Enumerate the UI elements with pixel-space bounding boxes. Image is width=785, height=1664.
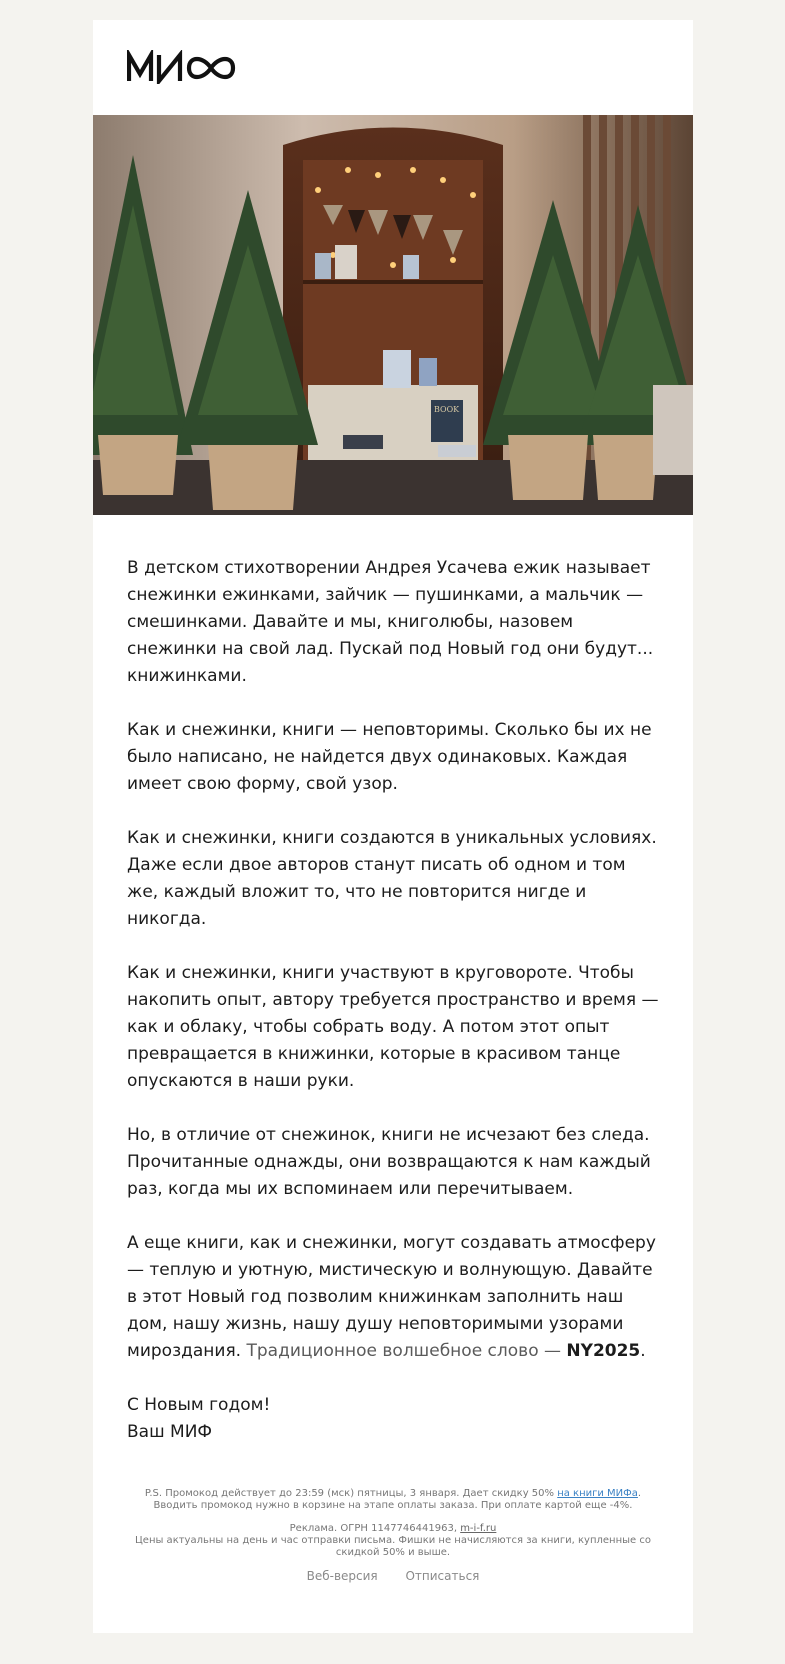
legal-note bbox=[123, 1523, 663, 1559]
email-card bbox=[93, 20, 693, 1633]
ad-text: Реклама. ОГРН 1147746441963, bbox=[289, 1523, 461, 1534]
email-header bbox=[93, 20, 693, 115]
footer-links bbox=[123, 1570, 663, 1582]
paragraph-conditions: Как и снежинки, книги создаются в уникальных условиях. Даже если двое авторов станут писать об одном и том же, каждый вложит то, что не повторится нигде и никогда. bbox=[127, 828, 657, 929]
site-link[interactable]: m-i-f.ru bbox=[460, 1523, 497, 1534]
christmas-trees-bookshelf-image bbox=[93, 115, 693, 515]
closing bbox=[127, 1392, 662, 1446]
ps-note bbox=[123, 1488, 663, 1512]
promo-code: NY2025 bbox=[566, 1341, 641, 1361]
paragraph-atmosphere-text: А еще книги, как и снежинки, могут создавать атмосферу — теплую и уютную, мистическую и волнующую. Давайте в этот Новый год позволим книжинкам заполнить наш дом, нашу жизнь, нашу душу неповторимыми узорами мироздания. bbox=[127, 1233, 656, 1361]
mif-logo-icon bbox=[127, 50, 239, 84]
prices-note: Цены актуальны на день и час отправки письма. Фишки не начисляются за книги, купленные со скидкой 50% и выше. bbox=[135, 1535, 651, 1558]
web-version-link[interactable]: Веб-версия bbox=[306, 1569, 378, 1583]
unsubscribe-link[interactable]: Отписаться bbox=[405, 1569, 480, 1583]
hero-image bbox=[93, 115, 693, 515]
paragraph-difference: Но, в отличие от снежинок, книги не исчезают без следа. Прочитанные однажды, они возвращаются к нам каждый раз, когда мы их вспоминаем или перечитываем. bbox=[127, 1125, 651, 1199]
hero-book-label: BOOK bbox=[434, 405, 460, 414]
paragraph-cycle: Как и снежинки, книги участвуют в круговороте. Чтобы накопить опыт, автору требуется пространство и время — как и облаку, чтобы собрать воду. А потом этот опыт превращается в книжинки, которые в красивом танце опускаются в наши руки. bbox=[127, 963, 659, 1091]
paragraph-unique: Как и снежинки, книги — неповторимы. Сколько бы их не было написано, не найдется двух одинаковых. Каждая имеет свою форму, свой узор. bbox=[127, 720, 652, 794]
paragraph-end: . bbox=[640, 1341, 646, 1361]
paragraph-intro: В детском стихотворении Андрея Усачева ежик называет снежинки ежинками, зайчик — пушинками, а мальчик — смешинками. Давайте и мы, книголюбы, назовем снежинки на свой лад. Пускай под Новый год они будут... книжинками. bbox=[127, 558, 654, 686]
email-body bbox=[127, 555, 662, 1446]
greeting: С Новым годом! bbox=[127, 1395, 271, 1415]
ps-text: P.S. Промокод действует до 23:59 (мск) пятницы, 3 января. Дает скидку 50% bbox=[144, 1488, 558, 1499]
signature: Ваш МИФ bbox=[127, 1422, 213, 1442]
mif-books-link[interactable]: на книги МИФа bbox=[557, 1488, 638, 1499]
email-footer bbox=[123, 1488, 663, 1582]
magic-word-text: Традиционное волшебное слово — bbox=[246, 1341, 567, 1361]
mif-logo[interactable] bbox=[127, 50, 239, 88]
paragraph-atmosphere bbox=[127, 1230, 662, 1365]
ps-text-end: . Вводить промокод нужно в корзине на этапе оплаты заказа. При оплате картой еще -4%. bbox=[153, 1488, 642, 1511]
